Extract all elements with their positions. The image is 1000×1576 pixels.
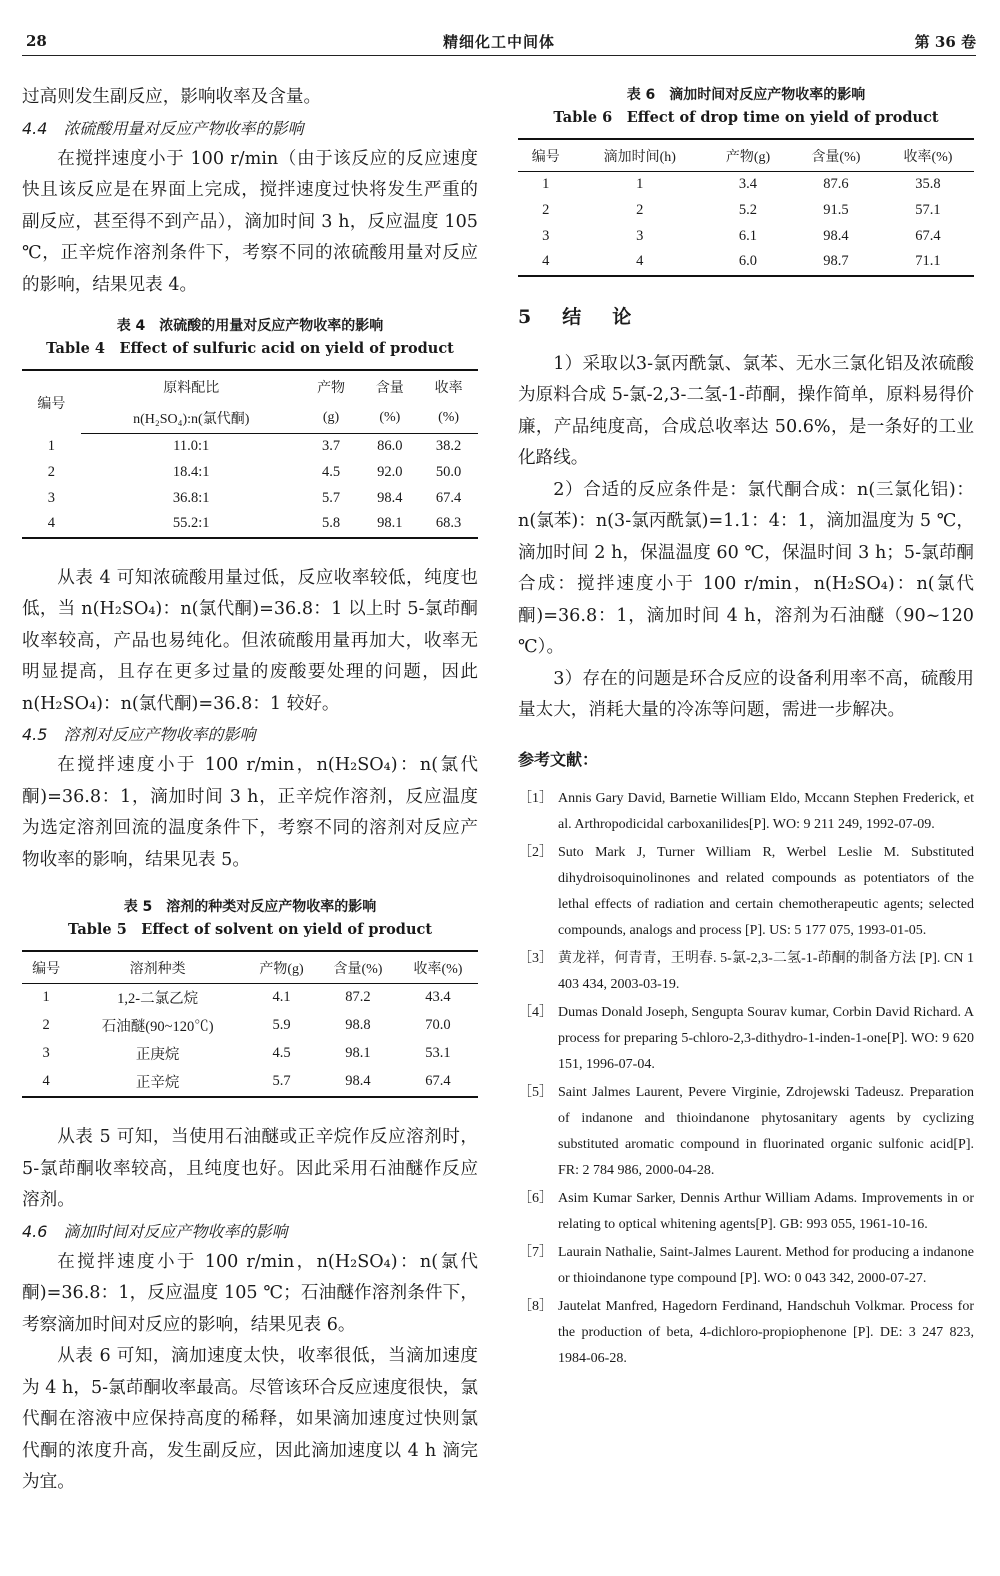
table-header: (g) xyxy=(302,402,361,434)
table-4-caption-en: Table 4 Effect of sulfuric acid on yield of product xyxy=(46,340,454,357)
table-header: 收率(%) xyxy=(398,951,478,984)
table-6-caption-en: Table 6 Effect of drop time on yield of product xyxy=(553,109,939,126)
table-5-caption-cn: 表 5 溶剂的种类对反应产物收率的影响 xyxy=(123,899,377,915)
section-4-6-heading: 4.6 滴加时间对反应产物收率的影响 xyxy=(22,1221,288,1241)
table-row: 2 2 5.2 91.5 57.1 xyxy=(542,201,941,218)
table-row: 1 11.0:1 3.7 86.0 38.2 xyxy=(47,437,462,454)
table-header: 原料配比 xyxy=(81,370,302,402)
table-row: 4 4 6.0 98.7 71.1 xyxy=(518,250,974,276)
table-row: 3 3 6.1 98.4 67.4 xyxy=(542,227,941,244)
conclusion-2: 2）合适的反应条件是：氯代酮合成：n(三氯化铝)：n(氯苯)：n(3-氯丙酰氯)=1.1：4：1，滴加温度为 5 ℃，滴加时间 2 h，保温温度 60 ℃，保温时间 3 h；5-氯茚酮合成：搅拌速度小于 100 r/min，n(H₂SO₄)：n(氯代酮)=36.8：1，滴加时间 4 h，溶剂为石油醚（90~120 ℃）。 xyxy=(518,479,974,657)
section-4-5-heading: 4.5 溶剂对反应产物收率的影响 xyxy=(22,725,256,744)
left-column xyxy=(22,82,478,1499)
right-column xyxy=(518,82,974,1374)
table-header: 收率 xyxy=(419,370,478,402)
table-5 xyxy=(22,950,478,1098)
table-4-caption-cn: 表 4 浓硫酸的用量对反应产物收率的影响 xyxy=(116,318,384,334)
paragraph-table-6-discussion: 从表 6 可知，滴加速度太快，收率很低，当滴加速度为 4 h，5-氯茚酮收率最高。尽管该环合反应速度很快，氯代酮在溶液中应保持高度的稀释，如果滴加速度过快则氯代酮的浓度升高，发生副反应，因此滴加速度以 4 h 滴完为宜。 xyxy=(22,1346,478,1492)
table-header: 编号 xyxy=(22,951,70,984)
table-row: 2 石油醚(90~120℃) 5.9 98.8 70.0 xyxy=(42,1017,451,1035)
paragraph-table-4-discussion: 从表 4 可知浓硫酸用量过低，反应收率较低，纯度也低，当 n(H₂SO₄)：n(氯代酮)=36.8：1 以上时 5-氯茚酮收率较高，产品也易纯化。但浓硫酸用量再加大，收率无明显提高，且存在更多过量的废酸要处理的问题，因此 n(H₂SO₄)：n(氯代酮)=36.8：1 较好。 xyxy=(22,567,478,714)
reference-item: ［8］ Jautelat Manfred, Hagedorn Ferdinand, Handschuh Volkmar. Process for the production of beta, 4-dichloro-propiophenone [P]. DE: 3 247 823, 1984-06-28. xyxy=(518,1298,974,1366)
references-heading: 参考文献： xyxy=(518,749,599,769)
table-row: 1 1,2-二氯乙烷 4.1 87.2 43.4 xyxy=(42,989,451,1007)
table-row: 3 正庚烷 4.5 98.1 53.1 xyxy=(42,1045,451,1063)
table-4 xyxy=(22,369,478,539)
reference-item: ［6］ Asim Kumar Sarker, Dennis Arthur William Adams. Improvements in or relating to optical whitening agents[P]. GB: 993 055, 1961-10-16. xyxy=(518,1190,974,1232)
references-list xyxy=(518,786,974,1372)
table-header: n(H₂SO₄):n(氯代酮) xyxy=(81,402,302,434)
section-4-4-heading: 4.4 浓硫酸用量对反应产物收率的影响 xyxy=(22,118,304,138)
table-header: 含量(%) xyxy=(790,139,882,172)
section-5-heading: 5 结 论 xyxy=(518,305,638,328)
table-row: 2 18.4:1 4.5 92.0 50.0 xyxy=(47,463,462,480)
table-6 xyxy=(518,138,974,277)
paragraph-4-6: 在搅拌速度小于 100 r/min，n(H₂SO₄)：n(氯代酮)=36.8：1，反应温度 105 ℃；石油醚作溶剂条件下，考察滴加时间对反应的影响，结果见表 6。 xyxy=(22,1251,478,1335)
table-header: (%) xyxy=(360,402,419,434)
table-header: 含量 xyxy=(360,370,419,402)
paragraph-4-5: 在搅拌速度小于 100 r/min，n(H₂SO₄)：n(氯代酮)=36.8：1，滴加时间 3 h，正辛烷作溶剂，反应温度为选定溶剂回流的温度条件下，考察不同的溶剂对反应产物收率的影响，结果见表 5。 xyxy=(22,755,478,870)
table-header: 编号 xyxy=(22,370,81,434)
table-header: 产物 xyxy=(302,370,361,402)
table-header: 编号 xyxy=(518,139,574,172)
page-number: 28 xyxy=(26,32,47,50)
conclusion-1: 1）采取以3-氯丙酰氯、氯苯、无水三氯化铝及浓硫酸为原料合成 5-氯-2,3-二氢-1-茚酮，操作简单，原料易得价廉，产品纯度高，合成总收率达 50.6%，是一条好的工业化路线。 xyxy=(518,353,974,468)
table-header: 溶剂种类 xyxy=(70,951,245,984)
table-header: 收率(%) xyxy=(882,139,974,172)
table-header: 滴加时间(h) xyxy=(574,139,707,172)
reference-item: ［1］ Annis Gary David, Barnetie William Eldo, Mccann Stephen Frederick, et al. Arthropodicidal carboxanilides[P]. WO: 9 211 249, 1992-07-09. xyxy=(518,790,974,832)
volume-label: 第 36 卷 xyxy=(914,33,976,51)
conclusion-3: 3）存在的问题是环合反应的设备利用率不高，硫酸用量太大，消耗大量的冷冻等问题，需进一步解决。 xyxy=(518,668,974,720)
table-row: 3 36.8:1 5.7 98.4 67.4 xyxy=(47,489,462,506)
paragraph-4-4: 在搅拌速度小于 100 r/min（由于该反应的反应速度快且该反应是在界面上完成，搅拌速度过快将发生严重的副反应，甚至得不到产品），滴加时间 3 h，反应温度 105 ℃，正辛烷作溶剂条件下，考察不同的浓硫酸用量对反应的影响，结果见表 4。 xyxy=(22,148,478,295)
paragraph-continuation: 过高则发生副反应，影响收率及含量。 xyxy=(22,87,322,107)
table-6-caption-cn: 表 6 滴加时间对反应产物收率的影响 xyxy=(626,87,866,103)
table-header: 产物(g) xyxy=(706,139,790,172)
paragraph-table-5-discussion: 从表 5 可知，当使用石油醚或正辛烷作反应溶剂时，5-氯茚酮收率较高，且纯度也好。因此采用石油醚作反应溶剂。 xyxy=(22,1127,478,1210)
reference-item: ［7］ Laurain Nathalie, Saint-Jalmes Laurent. Method for producing a indanone or thioindanone type compound [P]. WO: 0 043 342, 2000-07-27. xyxy=(518,1244,974,1286)
table-row: 4 55.2:1 5.8 98.1 68.3 xyxy=(22,512,478,538)
table-row: 4 正辛烷 5.7 98.4 67.4 xyxy=(22,1068,478,1097)
table-row: 1 1 3.4 87.6 35.8 xyxy=(542,175,941,192)
reference-item: ［5］ Saint Jalmes Laurent, Pevere Virginie, Zdrojewski Tadeusz. Preparation of indanone and thioindanone phytosanitary agents by cyclizing substituted aromatic compound in fluorinated organic sulfonic acid[P]. FR: 2 784 986, 2000-04-28. xyxy=(518,1084,974,1178)
table-header: 含量(%) xyxy=(318,951,398,984)
table-5-caption-en: Table 5 Effect of solvent on yield of product xyxy=(67,921,433,938)
table-header: (%) xyxy=(419,402,478,434)
table-header: 产物(g) xyxy=(245,951,318,984)
page-header xyxy=(22,26,976,56)
reference-item: ［4］ Dumas Donald Joseph, Sengupta Sourav kumar, Corbin David Richard. A process for preparing 5-chloro-2,3-dithydro-1-inden-1-one[P]. WO: 9 620 151, 1996-07-04. xyxy=(518,1004,974,1072)
journal-name: 精细化工中间体 xyxy=(442,33,555,51)
reference-item: ［3］ 黄龙祥，何青青，王明春. 5-氯-2,3-二氢-1-茚酮的制备方法 [P]. CN 1 403 434, 2003-03-19. xyxy=(518,950,974,992)
reference-item: ［2］ Suto Mark J, Turner William R, Werbel Leslie M. Substituted dihydroisoquinolinones and related compounds as potentiators of the lethal effects of radiation and certain chemotherapeutic agents; selected compounds, analogs and process [P]. US: 5 177 075, 1993-01-05. xyxy=(518,844,974,938)
